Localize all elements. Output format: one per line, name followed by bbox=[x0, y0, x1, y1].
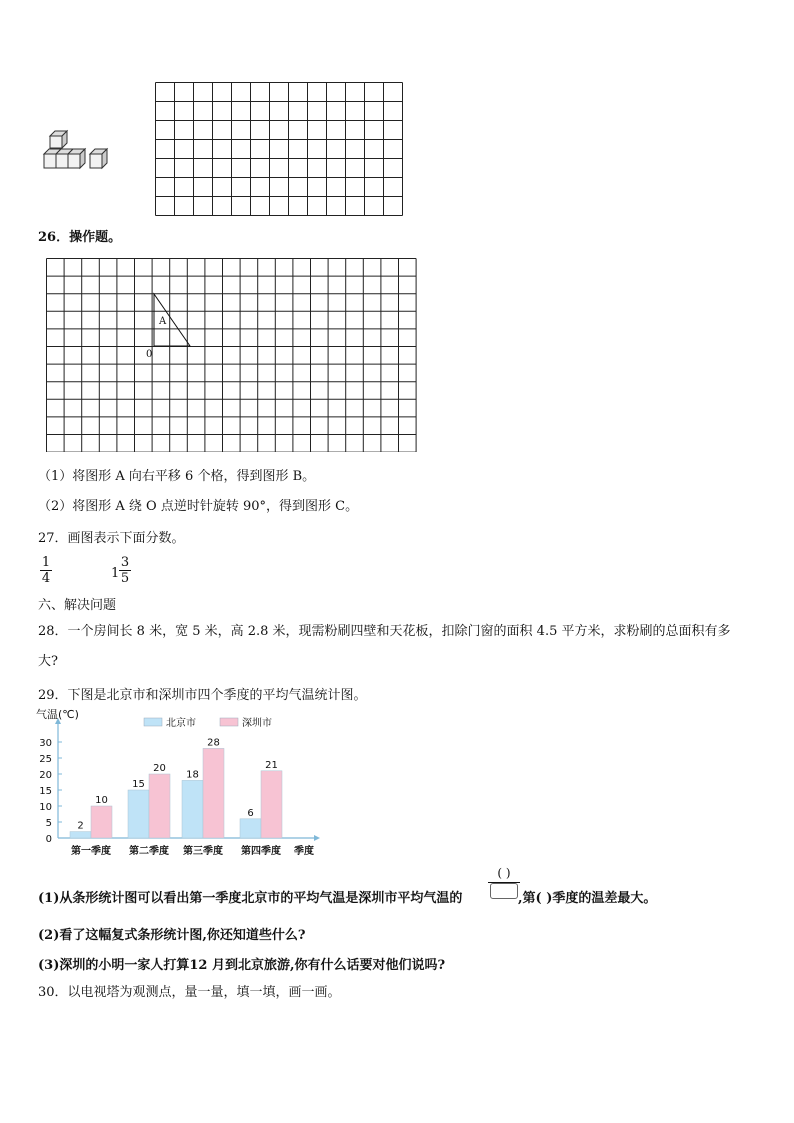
legend-swatch bbox=[220, 718, 238, 726]
y-axis-label: 气温(℃) bbox=[36, 708, 79, 721]
bar bbox=[149, 774, 170, 838]
cube-figure bbox=[40, 128, 120, 176]
legend-label: 北京市 bbox=[166, 718, 196, 729]
fraction-one-quarter bbox=[40, 555, 52, 586]
q29-blank-fraction bbox=[488, 866, 520, 899]
bar bbox=[261, 771, 282, 838]
q28-line1: 28．一个房间长 8 米，宽 5 米，高 2.8 米，现需粉刷四壁和天花板，扣除门窗的面积 4.5 平方米，求粉刷的总面积有多 bbox=[38, 624, 731, 639]
q28-line2: 大? bbox=[38, 654, 58, 669]
bar-value-label: 10 bbox=[95, 795, 108, 806]
q30-title: 30．以电视塔为观测点，量一量，填一填，画一画。 bbox=[38, 985, 341, 1000]
blank-numerator: ( ) bbox=[497, 866, 511, 880]
q29-part1-text: (1)从条形统计图可以看出第一季度北京市的平均气温是深圳市平均气温的 bbox=[38, 891, 463, 906]
fraction-denominator: 5 bbox=[120, 571, 130, 586]
fraction-numerator: 1 bbox=[41, 555, 51, 570]
top-grid bbox=[155, 82, 404, 216]
q26-step2: （2）将图形 A 绕 O 点逆时针旋转 90°，得到图形 C。 bbox=[38, 499, 359, 514]
legend-swatch bbox=[144, 718, 162, 726]
bar-value-label: 6 bbox=[247, 807, 254, 819]
q27-title: 27．画图表示下面分数。 bbox=[38, 531, 185, 546]
mixed-number-whole: 1 bbox=[111, 566, 120, 581]
x-axis-label: 季度 bbox=[294, 846, 314, 857]
legend-label: 深圳市 bbox=[242, 718, 272, 729]
category-label: 第二季度 bbox=[129, 846, 169, 857]
q29-part2: (2)看了这幅复式条形统计图,你还知道些什么? bbox=[38, 928, 306, 943]
temperature-bar-chart bbox=[34, 706, 334, 862]
q29-part3: (3)深圳的小明一家人打算12 月到北京旅游,你有什么话要对他们说吗? bbox=[38, 958, 446, 973]
bar bbox=[182, 780, 203, 838]
y-tick-label: 0 bbox=[45, 834, 52, 845]
bar bbox=[128, 790, 149, 838]
q26-title: 26．操作题。 bbox=[38, 230, 122, 245]
fraction-denominator: 4 bbox=[41, 571, 51, 586]
bar-value-label: 18 bbox=[186, 769, 199, 781]
fraction-three-fifths bbox=[119, 555, 131, 586]
blank-box[interactable] bbox=[490, 883, 518, 899]
bar bbox=[203, 748, 224, 838]
q26-grid bbox=[46, 258, 424, 452]
category-label: 第四季度 bbox=[241, 846, 281, 857]
y-tick-label: 30 bbox=[39, 738, 52, 749]
y-tick-label: 25 bbox=[39, 754, 52, 765]
bar bbox=[70, 832, 91, 838]
figure-a-label: A bbox=[159, 316, 167, 327]
category-label: 第一季度 bbox=[71, 846, 111, 857]
q26-step1: （1）将图形 A 向右平移 6 个格，得到图形 B。 bbox=[38, 469, 316, 484]
q29-title: 29．下图是北京市和深圳市四个季度的平均气温统计图。 bbox=[38, 688, 367, 703]
q29-part1-suffix: ,第( )季度的温差最大。 bbox=[518, 891, 657, 906]
bar-value-label: 2 bbox=[77, 820, 84, 832]
bar-value-label: 28 bbox=[207, 737, 220, 749]
bar-value-label: 21 bbox=[265, 759, 278, 771]
section-title: 六、解决问题 bbox=[38, 598, 117, 613]
y-tick-label: 5 bbox=[45, 818, 52, 829]
category-label: 第三季度 bbox=[183, 846, 223, 857]
blank-denominator bbox=[488, 883, 520, 899]
bar-value-label: 15 bbox=[132, 779, 145, 790]
bar bbox=[91, 806, 112, 838]
x-axis-arrow bbox=[314, 835, 320, 841]
bar bbox=[240, 819, 261, 838]
y-tick-label: 10 bbox=[39, 802, 52, 813]
y-tick-label: 15 bbox=[39, 786, 52, 797]
y-tick-label: 20 bbox=[39, 770, 52, 781]
point-o-label: 0 bbox=[146, 349, 153, 360]
bar-value-label: 20 bbox=[153, 763, 166, 774]
fraction-numerator: 3 bbox=[120, 555, 130, 570]
